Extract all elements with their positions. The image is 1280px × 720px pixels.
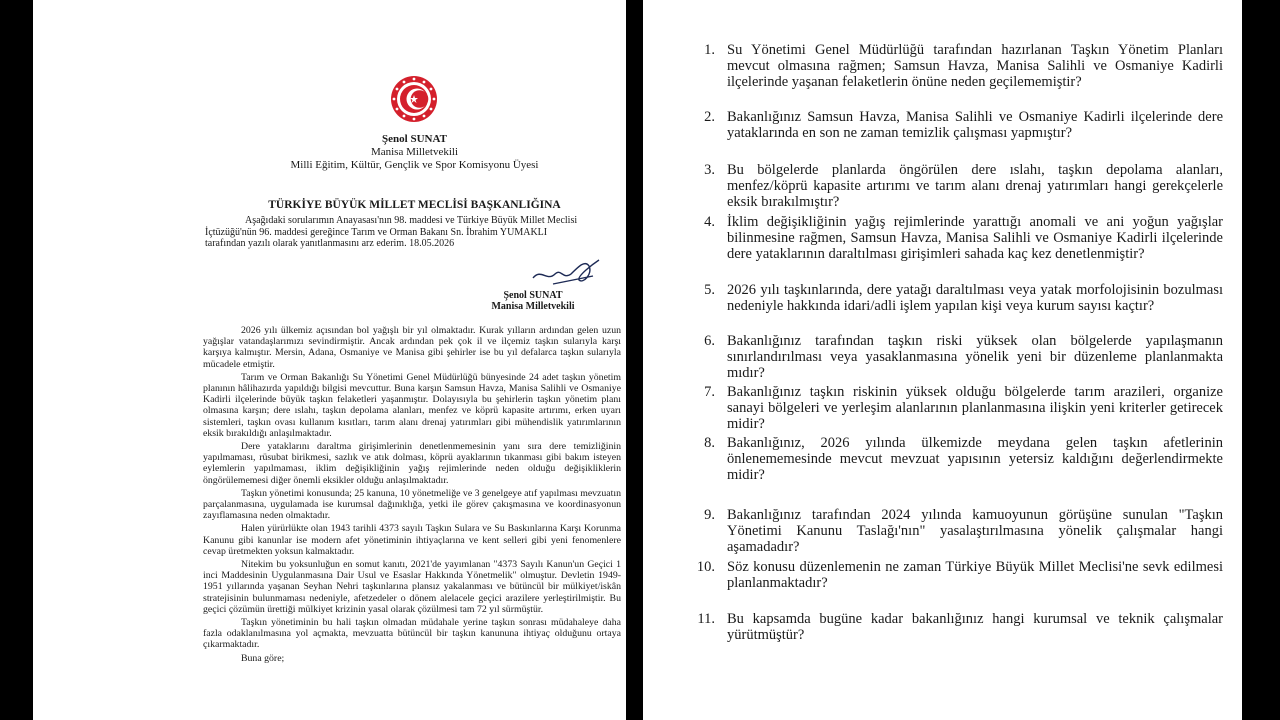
signature-role: Manisa Milletvekili [491,301,575,312]
question-number: 1. [704,42,715,58]
question-item [673,214,1223,262]
sender-name: Şenol SUNAT [382,133,447,145]
handwritten-signature-icon [523,256,613,292]
question-item [673,384,1223,432]
question-number: 7. [704,384,715,400]
question-item [673,559,1223,591]
signature-block [458,290,608,312]
question-text: Bakanlığınız tarafından taşkın riski yüksek olan bölgelerde yapılaşmanın sınırlandırılması veya yasaklanmasına yönelik yeni bir düzenleme planlanmakta mıdır? [727,333,1223,381]
question-item [673,507,1223,555]
signature-name: Şenol SUNAT [503,290,563,301]
sender-role: Manisa Milletvekili [370,146,459,158]
body-paragraph: Dere yataklarını daraltma girişimlerinin denetlenmemesinin yanı sıra dere temizliğinin yapılmaması, rüsubat birikmesi, sazlık ve atık dolması, köprü ayaklarının tıkanması gibi bakım isteyen eylemlerin yapılmaması, iklim değişikliğinin yağış rejimlerinde neden olduğu değişikliklerin öngörülememesi diğer önemli eksikler olduğu anlaşılmaktadır. [203,441,621,486]
question-text: Bu kapsamda bugüne kadar bakanlığınız hangi kurumsal ve teknik çalışmalar yürütmüştür? [727,611,1223,643]
question-item [673,333,1223,381]
letter-title: TÜRKİYE BÜYÜK MİLLET MECLİSİ BAŞKANLIĞINA [268,199,561,211]
question-text: Su Yönetimi Genel Müdürlüğü tarafından hazırlanan Taşkın Yönetim Planları mevcut olmasına rağmen; Samsun Havza, Manisa Salihli ve Osmaniye Kadirli ilçelerinde yaşanan felaketlerin önüne neden geçilememiştir? [727,42,1223,90]
letter-page-right [643,0,1242,720]
question-number: 11. [697,611,715,627]
body-paragraph: Taşkın yönetiminin bu hali taşkın olmadan müdahale yerine taşkın sonrası müdahaleye daha fazla odaklanılmasına yol açmakta, mevzuatta bütüncül bir taşkın kanununa ihtiyaç olduğunu ortaya çıkarmaktadır. [203,617,621,651]
intro-line: Aşağıdaki sorularımın Anayasası'nın 98. maddesi ve Türkiye Büyük Millet Meclisi [245,215,578,226]
letter-body [203,325,621,666]
body-paragraph: Taşkın yönetimi konusunda; 25 kanuna, 10 yönetmeliğe ve 3 genelgeye atıf yapılması mevzuatın parçalanmasına, uygulamada ise kurumsal dağınıklığa, yetki ile görev çakışmasına ve koordinasyonun zayıflamasına neden olmaktadır. [203,487,621,522]
question-number: 10. [696,559,715,575]
question-number: 8. [704,435,715,451]
question-item [673,282,1223,314]
question-text: 2026 yılı taşkınlarında, dere yatağı daraltılması veya yatak morfolojisinin bozulması nedeniyle hakkında idari/adli işlem yapılan kişi veya kurum sayısı kaçtır? [727,282,1223,314]
question-text: Bakanlığınız, 2026 yılında ülkemizde meydana gelen taşkın afetlerinin önlenememesinde mevcut mevzuat yapısının yetersiz kaldığını değerlendirmekte midir? [727,435,1223,483]
body-paragraph: Buna göre; [241,652,285,664]
question-number: 2. [704,109,715,125]
question-item [673,162,1223,210]
sender-committee: Milli Eğitim, Kültür, Gençlik ve Spor Komisyonu Üyesi [290,159,539,171]
question-number: 4. [704,214,715,230]
body-paragraph: Halen yürürlükte olan 1943 tarihli 4373 sayılı Taşkın Sulara ve Su Baskınlarına Karşı Korunma Kanunu gibi kanunlar ise modern afet yönetiminin ihtiyaçlarına ve kent selleri gibi yeni fenomenlere cevap üretmekten yoksun kalmaktadır. [203,523,621,557]
question-number: 9. [704,507,715,523]
question-item [673,435,1223,483]
question-number: 6. [704,333,715,349]
question-text: Bu bölgelerde planlarda öngörülen dere ıslahı, taşkın depolama alanları, menfez/köprü kapasite artırımı ve tarım alanı drenaj yatırımları hangi gerekçelerle eksik bırakılmıştır? [727,162,1223,210]
question-text: Bakanlığınız Samsun Havza, Manisa Salihli ve Osmaniye Kadirli ilçelerinde dere yataklarında en son ne zaman temizlik çalışması yapmıştır? [727,109,1223,141]
question-item [673,109,1223,141]
question-text: Söz konusu düzenlemenin ne zaman Türkiye Büyük Millet Meclisi'ne sevk edilmesi planlanmaktadır? [727,559,1223,591]
body-paragraph: Nitekim bu yoksunluğun en somut kanıtı, 2021'de yayımlanan "4373 Sayılı Kanun'un Geçici 1 inci Maddesinin Uygulanmasına Dair Usul ve Esaslar Hakkında Yönetmelik" olmuştur. Devletin 1949-1951 yıllarında yaşanan Seyhan Nehri taşkınlarına plansız yakalanması ve bütüncül bir mülkiyet/iskân stratejisinin bulunmaması nedeniyle, afetzedeler o dönem alelacele geçici arazilere yerleştirilmiştir. Bu geçici çözümün ürettiği mülkiyet krizinin yasal olarak çözülmesi tam 72 yıl sürmüştür. [203,559,621,615]
question-item [673,611,1223,643]
question-text: Bakanlığınız taşkın riskinin yüksek olduğu bölgelerde tarım arazileri, organize sanayi bölgeleri ve yerleşim alanlarının planlanmasına ilişkin yeni kriterler getirecek midir? [727,384,1223,432]
letter-page-left [33,0,626,720]
body-paragraph: Tarım ve Orman Bakanlığı Su Yönetimi Genel Müdürlüğü bünyesinde 24 adet taşkın yönetim planının hâlihazırda yapıldığı bilgisi mevcuttur. Buna karşın Samsun Havza, Manisa Salihli ve Osmaniye Kadirli ilçelerinde büyük taşkın felaketleri yaşanmıştır. Dolayısıyla bu şehirlerin taşkın yönetim planı olmasına karşın; dere ıslahı, taşkın depolama alanları, menfez ve köprü kapasite artırımı, erken uyarı sistemleri, taşkın ovası kullanım kısıtları, tarım alanı drenaj yatırımları gibi mühendislik yatırımlarının eksik bırakıldığı anlaşılmaktadır. [203,371,621,439]
tbmm-emblem-icon [390,75,438,123]
intro-line: İçtüzüğü'nün 96. maddesi gereğince Tarım ve Orman Bakanı Sn. İbrahim YUMAKLI [205,226,548,238]
question-number: 3. [704,162,715,178]
question-text: İklim değişikliğinin yağış rejimlerinde yarattığı anomali ve ani yoğun yağışlar bilinmesine rağmen, Samsun Havza, Manisa Salihli ve Osmaniye Kadirli ilçelerinde dere yataklarının daraltılması girişimleri sahada kaç kez denetlenmiştir? [727,214,1223,262]
question-text: Bakanlığınız tarafından 2024 yılında kamuoyunun görüşüne sunulan "Taşkın Yönetimi Kanunu Taslağı'nın" yasalaştırılmasına yönelik çalışmalar hangi aşamadadır? [727,507,1223,555]
body-paragraph: 2026 yılı ülkemiz açısından bol yağışlı bir yıl olmaktadır. Kurak yılların ardından gelen uzun yağışlar vatandaşlarımızı sevindirmiştir. Ancak ardından pek çok il ve ilçemiz taşkın sularıyla karşı karşıya kalmıştır. Mersin, Adana, Osmaniye ve Manisa gibi şehirler ise bu yıl defalarca taşkın sularıyla mücadele etmiştir. [203,325,621,370]
question-number: 5. [704,282,715,298]
intro-line: tarafından yazılı olarak yanıtlanmasını arz ederim. 18.05.2026 [205,238,455,249]
intro-paragraph [205,215,623,250]
question-item [673,42,1223,90]
